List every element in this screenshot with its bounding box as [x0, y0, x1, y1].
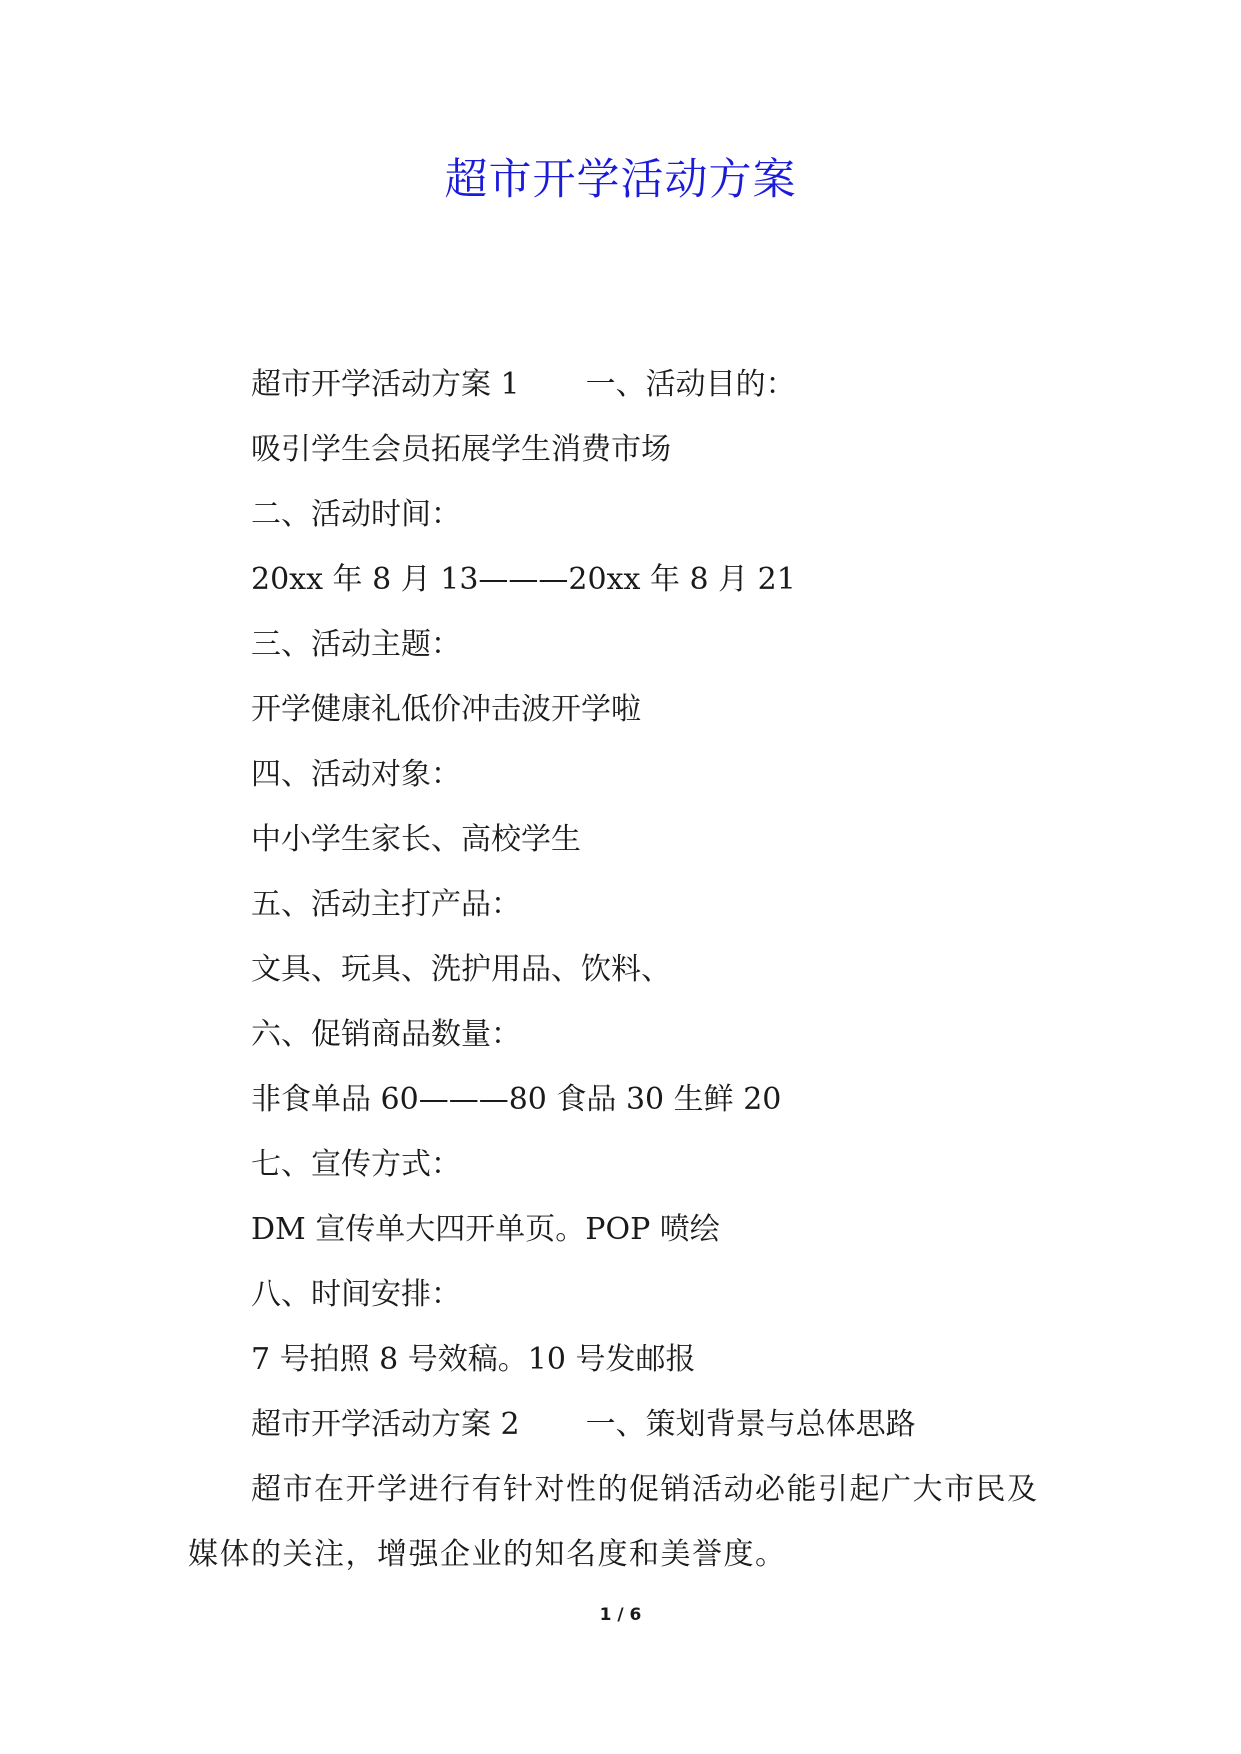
section-heading: 七、宣传方式：: [251, 1147, 461, 1182]
text-line-content: 非食单品 60———80 食品 30 生鲜 20: [251, 1082, 782, 1117]
text-line: [188, 352, 1068, 417]
text-line-content: 7 号拍照 8 号效稿。10 号发邮报: [251, 1342, 696, 1377]
text-line: [188, 742, 1068, 807]
text-line: [188, 1067, 1068, 1132]
text-line: [188, 417, 1068, 482]
document-title: 超市开学活动方案: [444, 155, 797, 205]
text-line: [188, 482, 1068, 547]
text-line: [188, 1262, 1068, 1327]
document-body: [188, 352, 1068, 1587]
text-line: [188, 677, 1068, 742]
body-paragraph: 超市在开学进行有针对性的促销活动必能引起广大市民及媒体的关注，增强企业的知名度和美誉度。: [188, 1472, 1039, 1572]
text-line: [188, 807, 1068, 872]
text-line-content: 吸引学生会员拓展学生消费市场: [251, 432, 671, 467]
section-heading: 一、策划背景与总体思路: [585, 1407, 916, 1442]
text-line: [188, 872, 1068, 937]
plan-heading: 超市开学活动方案 2: [251, 1407, 520, 1442]
section-heading: 八、时间安排：: [251, 1277, 461, 1312]
text-line: [188, 612, 1068, 677]
section-heading: 四、活动对象：: [251, 757, 461, 792]
text-line-content: DM 宣传单大四开单页。POP 喷绘: [251, 1212, 720, 1247]
text-line: [188, 1197, 1068, 1262]
text-line-content: 20xx 年 8 月 13———20xx 年 8 月 21: [251, 562, 796, 597]
section-heading: 五、活动主打产品：: [251, 887, 521, 922]
text-line: [188, 1132, 1068, 1197]
text-line: [188, 1392, 1068, 1457]
text-line-content: 开学健康礼低价冲击波开学啦: [251, 692, 641, 727]
text-line: [188, 1002, 1068, 1067]
plan-heading: 超市开学活动方案 1: [251, 367, 520, 402]
section-heading: 二、活动时间：: [251, 497, 461, 532]
section-heading: 六、促销商品数量：: [251, 1017, 521, 1052]
text-line-content: 文具、玩具、洗护用品、饮料、: [251, 952, 671, 987]
section-heading: 三、活动主题：: [251, 627, 461, 662]
page-number: 1 / 6: [599, 1605, 642, 1625]
text-line: [188, 937, 1068, 1002]
section-heading: 一、活动目的：: [585, 367, 796, 402]
text-line: [188, 1327, 1068, 1392]
text-line: [188, 547, 1068, 612]
text-line-content: 中小学生家长、高校学生: [251, 822, 581, 857]
